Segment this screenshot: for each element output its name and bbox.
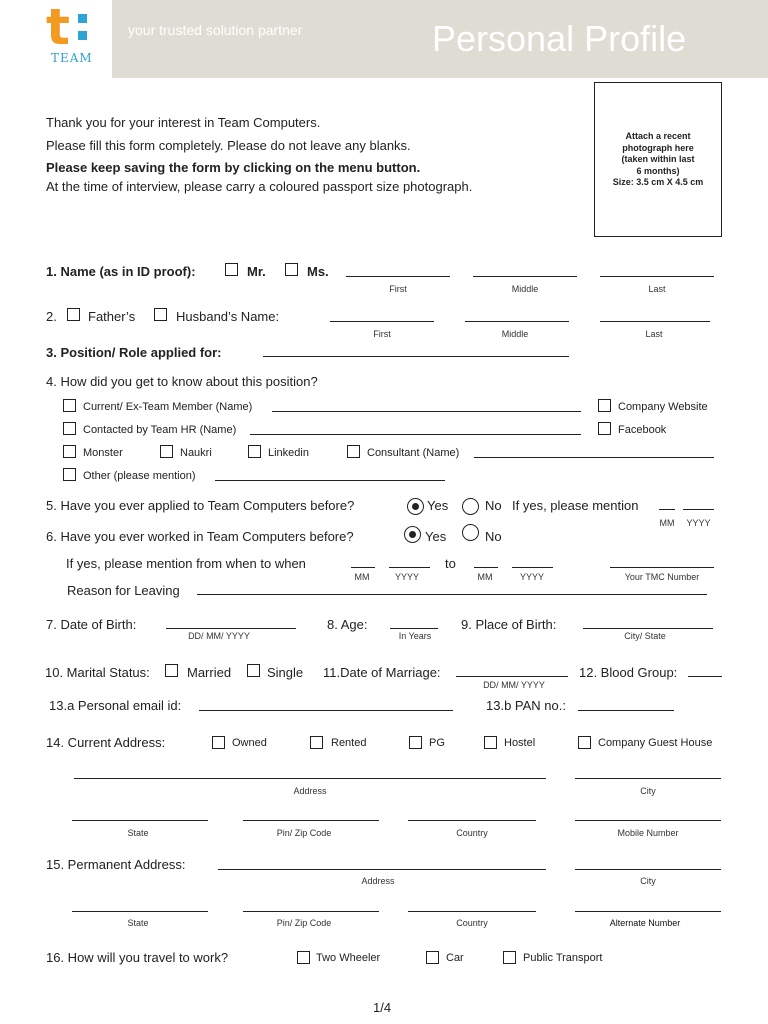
photo-text-line: Attach a recent [625,131,691,141]
two-wheeler-label: Two Wheeler [316,952,381,964]
naukri-checkbox[interactable] [160,445,173,458]
intro-line-4: At the time of interview, please carry a coloured passport size photograph. [46,179,473,194]
state-caption: State [127,918,149,928]
yyyy-caption: YYYY [519,572,544,582]
company-website-checkbox[interactable] [598,399,611,412]
country-caption: Country [456,918,488,928]
reason-field[interactable] [197,594,707,595]
age-caption: In Years [398,631,432,641]
city-caption: City [640,786,656,796]
father-checkbox[interactable] [67,308,80,321]
guest-house-label: Company Guest House [598,737,713,749]
rented-label: Rented [331,737,367,749]
tmc-caption: Your TMC Number [624,572,700,582]
worked-yes-label: Yes [425,529,447,544]
other-mention-field[interactable] [215,480,445,481]
rented-checkbox[interactable] [310,736,323,749]
q2-number: 2. [46,309,57,324]
address-caption: Address [293,786,327,796]
married-checkbox[interactable] [165,664,178,677]
facebook-checkbox[interactable] [598,422,611,435]
marriage-date-caption: DD/ MM/ YYYY [483,680,545,690]
last-caption: Last [645,329,663,339]
logo-dots [78,14,87,44]
team-hr-name-field[interactable] [250,434,581,435]
tagline: your trusted solution partner [128,22,303,38]
permanent-country-field[interactable] [408,911,536,912]
to-year-field[interactable] [512,567,553,568]
header-band [0,0,768,78]
hostel-label: Hostel [504,737,536,749]
state-caption: State [127,828,149,838]
worked-when-label: If yes, please mention from when to when [66,556,306,571]
naukri-label: Naukri [180,447,212,459]
q13b-label: 13.b PAN no.: [486,698,566,713]
q8-label: 8. Age: [327,617,368,632]
mm-caption: MM [354,572,370,582]
current-city-field[interactable] [575,778,721,779]
mm-caption: MM [477,572,493,582]
applied-month-field[interactable] [659,509,675,510]
q4-label: 4. How did you get to know about this position? [46,374,318,389]
place-caption: City/ State [624,631,666,641]
photo-instructions [603,131,713,189]
worked-no-label: No [485,529,502,544]
pg-checkbox[interactable] [409,736,422,749]
q11-label: 11.Date of Marriage: [323,665,441,680]
city-caption: City [640,876,656,886]
photo-text-line: Size: 3.5 cm X 4.5 cm [612,177,704,187]
current-country-field[interactable] [408,820,536,821]
country-caption: Country [456,828,488,838]
owned-checkbox[interactable] [212,736,225,749]
from-month-field[interactable] [351,567,375,568]
permanent-pin-field[interactable] [243,911,379,912]
married-label: Married [187,665,232,680]
age-field[interactable] [390,628,438,629]
blood-group-field[interactable] [688,676,722,677]
page-title: Personal Profile [432,18,687,59]
pg-label: PG [429,737,445,749]
q3-label: 3. Position/ Role applied for: [46,345,222,360]
current-member-name-field[interactable] [272,411,581,412]
q5-label: 5. Have you ever applied to Team Computers before? [46,498,355,513]
alternate-caption: Alternate Number [609,918,681,928]
current-pin-field[interactable] [243,820,379,821]
place-of-birth-field[interactable] [583,628,713,629]
mobile-caption: Mobile Number [617,828,679,838]
permanent-state-field[interactable] [72,911,208,912]
middle-caption: Middle [501,329,529,339]
permanent-city-field[interactable] [575,869,721,870]
reason-label: Reason for Leaving [67,583,180,598]
photo-text-line: 6 months) [636,165,680,176]
mm-caption: MM [659,518,675,528]
dob-field[interactable] [166,628,296,629]
worked-no-radio[interactable] [462,524,479,541]
consultant-name-field[interactable] [474,457,714,458]
husband-label: Husband’s Name: [176,309,280,324]
applied-mention-label: If yes, please mention [512,498,639,513]
last-name-field[interactable] [600,276,714,277]
current-state-field[interactable] [72,820,208,821]
monster-label: Monster [83,447,123,459]
q12-label: 12. Blood Group: [579,665,678,680]
address-caption: Address [361,876,395,886]
worked-yes-radio[interactable] [404,526,421,543]
hostel-checkbox[interactable] [484,736,497,749]
current-member-checkbox[interactable] [63,399,76,412]
intro-line-2: Please fill this form completely. Please do not leave any blanks. [46,138,411,153]
consultant-checkbox[interactable] [347,445,360,458]
monster-checkbox[interactable] [63,445,76,458]
applied-year-field[interactable] [683,509,714,510]
q9-label: 9. Place of Birth: [461,617,557,632]
facebook-label: Facebook [618,424,667,436]
ms-checkbox[interactable] [285,263,298,276]
position-field[interactable] [263,356,569,357]
applied-yes-label: Yes [427,498,449,513]
company-website-label: Company Website [618,401,708,413]
single-checkbox[interactable] [247,664,260,677]
parent-first-field[interactable] [330,321,434,322]
pin-caption: Pin/ Zip Code [276,918,332,928]
to-month-field[interactable] [474,567,498,568]
photo-text-line: photograph here [622,142,694,153]
q13a-label: 13.a Personal email id: [49,698,182,713]
applied-no-radio[interactable] [462,498,479,515]
husband-checkbox[interactable] [154,308,167,321]
intro-line-1: Thank you for your interest in Team Computers. [46,115,321,130]
middle-name-field[interactable] [473,276,577,277]
intro-line-3: Please keep saving the form by clicking on the menu button. [46,160,421,175]
last-caption: Last [648,284,666,294]
owned-label: Owned [232,737,267,749]
team-hr-label: Contacted by Team HR (Name) [83,424,237,436]
linkedin-label: Linkedin [268,447,309,459]
photo-text-line: (taken within last [621,154,695,164]
parent-middle-field[interactable] [465,321,569,322]
car-checkbox[interactable] [426,951,439,964]
photo-box[interactable] [594,82,722,237]
yyyy-caption: YYYY [686,518,711,528]
guest-house-checkbox[interactable] [578,736,591,749]
q15-label: 15. Permanent Address: [46,857,186,872]
first-name-field[interactable] [346,276,450,277]
consultant-label: Consultant (Name) [367,447,460,459]
tmc-number-field[interactable] [610,567,714,568]
q6-label: 6. Have you ever worked in Team Computers before? [46,529,354,544]
q16-label: 16. How will you travel to work? [46,950,229,965]
email-field[interactable] [199,710,453,711]
marriage-date-field[interactable] [456,676,568,677]
single-label: Single [267,665,304,680]
first-caption: First [373,329,391,339]
linkedin-checkbox[interactable] [248,445,261,458]
mr-checkbox[interactable] [225,263,238,276]
from-year-field[interactable] [389,567,430,568]
other-checkbox[interactable] [63,468,76,481]
q7-label: 7. Date of Birth: [46,617,137,632]
alternate-number-field[interactable] [575,911,721,912]
parent-last-field[interactable] [600,321,710,322]
ms-label: Ms. [307,264,329,279]
pan-field[interactable] [578,710,674,711]
q10-label: 10. Marital Status: [45,665,150,680]
applied-no-label: No [485,498,502,513]
public-transport-checkbox[interactable] [503,951,516,964]
q1-label: 1. Name (as in ID proof): [46,264,196,279]
public-transport-label: Public Transport [523,952,603,964]
q14-label: 14. Current Address: [46,735,166,750]
pin-caption: Pin/ Zip Code [276,828,332,838]
yyyy-caption: YYYY [394,572,419,582]
logo-text: TEAM [51,51,93,65]
car-label: Car [446,952,464,964]
logo-t-mark: t [46,0,70,56]
to-label: to [445,556,456,571]
father-label: Father’s [88,309,136,324]
logo [0,0,112,78]
mr-label: Mr. [247,264,266,279]
current-address-field[interactable] [74,778,546,779]
middle-caption: Middle [511,284,539,294]
other-label: Other (please mention) [83,470,196,482]
current-member-label: Current/ Ex-Team Member (Name) [83,401,253,413]
dob-caption: DD/ MM/ YYYY [188,631,250,641]
first-caption: First [389,284,407,294]
team-hr-checkbox[interactable] [63,422,76,435]
two-wheeler-checkbox[interactable] [297,951,310,964]
applied-yes-radio[interactable] [407,498,424,515]
permanent-address-field[interactable] [218,869,546,870]
page-number: 1/4 [373,1000,392,1015]
mobile-number-field[interactable] [575,820,721,821]
